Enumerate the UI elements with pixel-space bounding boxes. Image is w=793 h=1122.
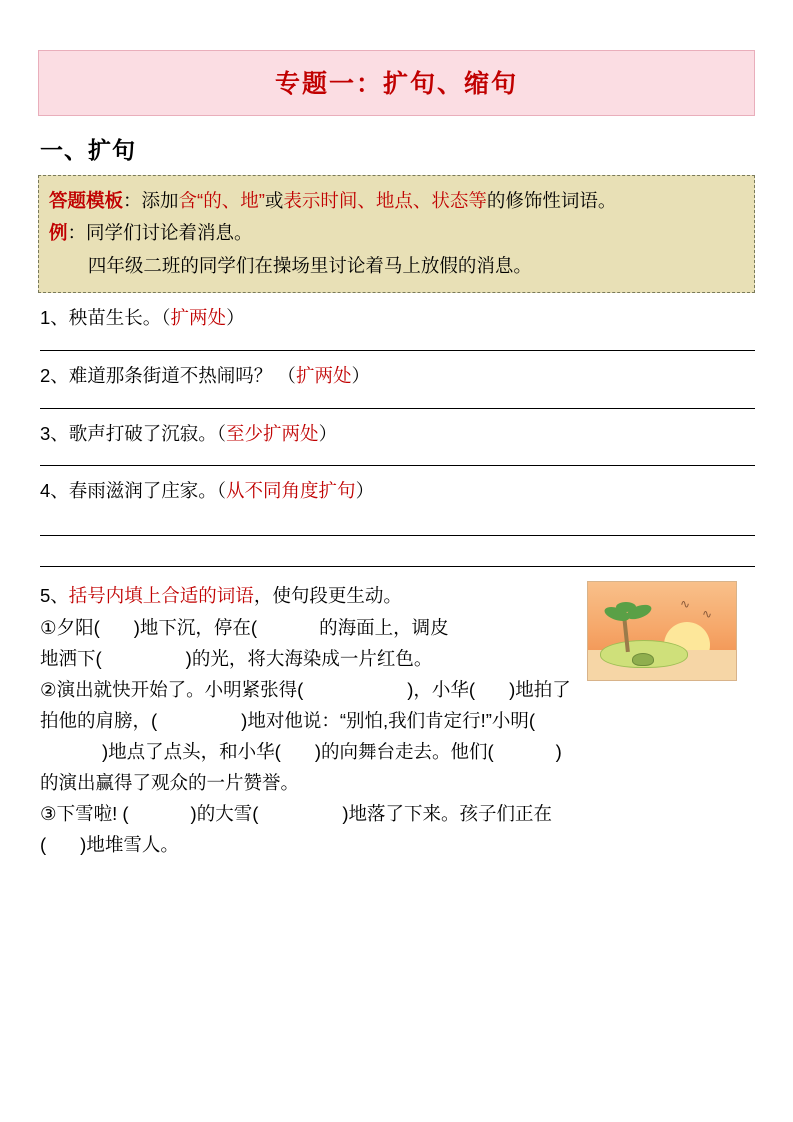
question-1 xyxy=(40,304,755,332)
template-tail: 的修饰性词语。 xyxy=(486,190,617,211)
template-mid-1: 或 xyxy=(264,190,284,211)
turtle-icon xyxy=(632,653,654,666)
fill-1-a: ①夕阳( xyxy=(40,617,100,639)
answer-line-3[interactable] xyxy=(40,465,755,466)
template-line-1 xyxy=(49,185,744,217)
fill-3-d: ( xyxy=(40,833,47,855)
fill-3-c: )地落了下来。孩子们正在 xyxy=(342,802,553,824)
fill-item-2-line-3 xyxy=(40,737,755,767)
question-3-text: 3、歌声打破了沉寂。（ xyxy=(40,422,227,444)
question-4-text: 4、春雨滋润了庄家。（ xyxy=(40,480,227,502)
question-1-text: 1、秧苗生长。（ xyxy=(40,307,171,329)
question-3 xyxy=(40,420,755,448)
fill-1-d: 地洒下( xyxy=(40,648,102,670)
sunset-island-illustration xyxy=(587,581,737,681)
bird-icon-1: ∿ xyxy=(680,597,691,612)
fill-2-i: 的演出赢得了观众的一片赞誉。 xyxy=(40,771,300,793)
fill-3-b: )的大雪( xyxy=(190,802,259,824)
answer-template-box xyxy=(38,175,755,293)
question-5-rest: ，使句段更生动。 xyxy=(253,585,402,607)
fill-1-c: 的海面上，调皮 xyxy=(319,617,449,639)
title-banner xyxy=(38,50,755,116)
fill-item-3-line-2 xyxy=(40,830,755,860)
question-1-hint: 扩两处 xyxy=(170,307,227,329)
fill-2-c: )地拍了 xyxy=(509,679,571,701)
template-example-line-2 xyxy=(49,250,744,282)
fill-in-section xyxy=(38,581,755,860)
fill-1-b: )地下沉，停在( xyxy=(133,617,258,639)
template-highlight-2: 表示时间、地点、状态等 xyxy=(283,190,487,211)
answer-line-4b[interactable] xyxy=(40,566,755,567)
question-4-tail: ） xyxy=(355,480,375,502)
question-3-hint: 至少扩两处 xyxy=(226,422,319,444)
section-heading: 一、扩句 xyxy=(40,137,136,163)
question-5-highlight: 括号内填上合适的词语 xyxy=(68,585,254,607)
example-label: 例 xyxy=(49,222,68,244)
template-label-colon: ： xyxy=(123,190,142,211)
fill-2-d: 拍他的肩膀，( xyxy=(40,710,158,731)
question-4 xyxy=(40,477,755,505)
fill-2-a: ②演出就快开始了。小明紧张得( xyxy=(40,679,304,701)
answer-line-1[interactable] xyxy=(40,350,755,351)
example-sentence-2: 四年级二班的同学们在操场里讨论着马上放假的消息。 xyxy=(87,254,532,276)
template-example-line xyxy=(49,217,744,249)
template-label: 答题模板 xyxy=(49,190,124,211)
question-2-tail: ） xyxy=(351,364,370,386)
fill-item-2-line-4 xyxy=(40,768,755,798)
question-2-text: 2、难道那条街道不热闹吗？ （ xyxy=(40,364,296,386)
bird-icon-2: ∿ xyxy=(702,607,713,622)
question-5-number: 5、 xyxy=(40,585,69,607)
fill-3-e: )地堆雪人。 xyxy=(80,833,179,855)
fill-item-2-line-2 xyxy=(40,706,755,736)
answer-line-2[interactable] xyxy=(40,408,755,409)
template-text-before: 添加 xyxy=(141,190,179,211)
fill-3-a: ③下雪啦! ( xyxy=(40,802,129,824)
example-colon: ： xyxy=(67,222,87,244)
fill-2-g: )的向舞台走去。他们( xyxy=(314,740,494,762)
question-1-tail: ） xyxy=(226,307,245,329)
question-2-hint: 扩两处 xyxy=(295,364,352,386)
fill-1-e: )的光，将大海染成一片红色。 xyxy=(185,648,433,670)
example-sentence-1: 同学们讨论着消息。 xyxy=(86,222,253,244)
fill-2-h: ) xyxy=(555,740,562,762)
answer-line-4a[interactable] xyxy=(40,535,755,536)
question-3-tail: ） xyxy=(318,422,338,444)
fill-2-e: )地对他说：“别怕,我们肯定行!”小明( xyxy=(241,710,536,731)
page-title: 专题一：扩句、缩句 xyxy=(274,70,518,98)
fill-2-b: )，小华( xyxy=(407,679,476,701)
fill-2-f: )地点了点头，和小华( xyxy=(102,740,281,762)
question-4-hint: 从不同角度扩句 xyxy=(226,480,356,502)
template-highlight-1: 含“的、地” xyxy=(178,190,265,211)
question-2 xyxy=(40,362,755,390)
fill-item-3-line-1 xyxy=(40,799,755,829)
